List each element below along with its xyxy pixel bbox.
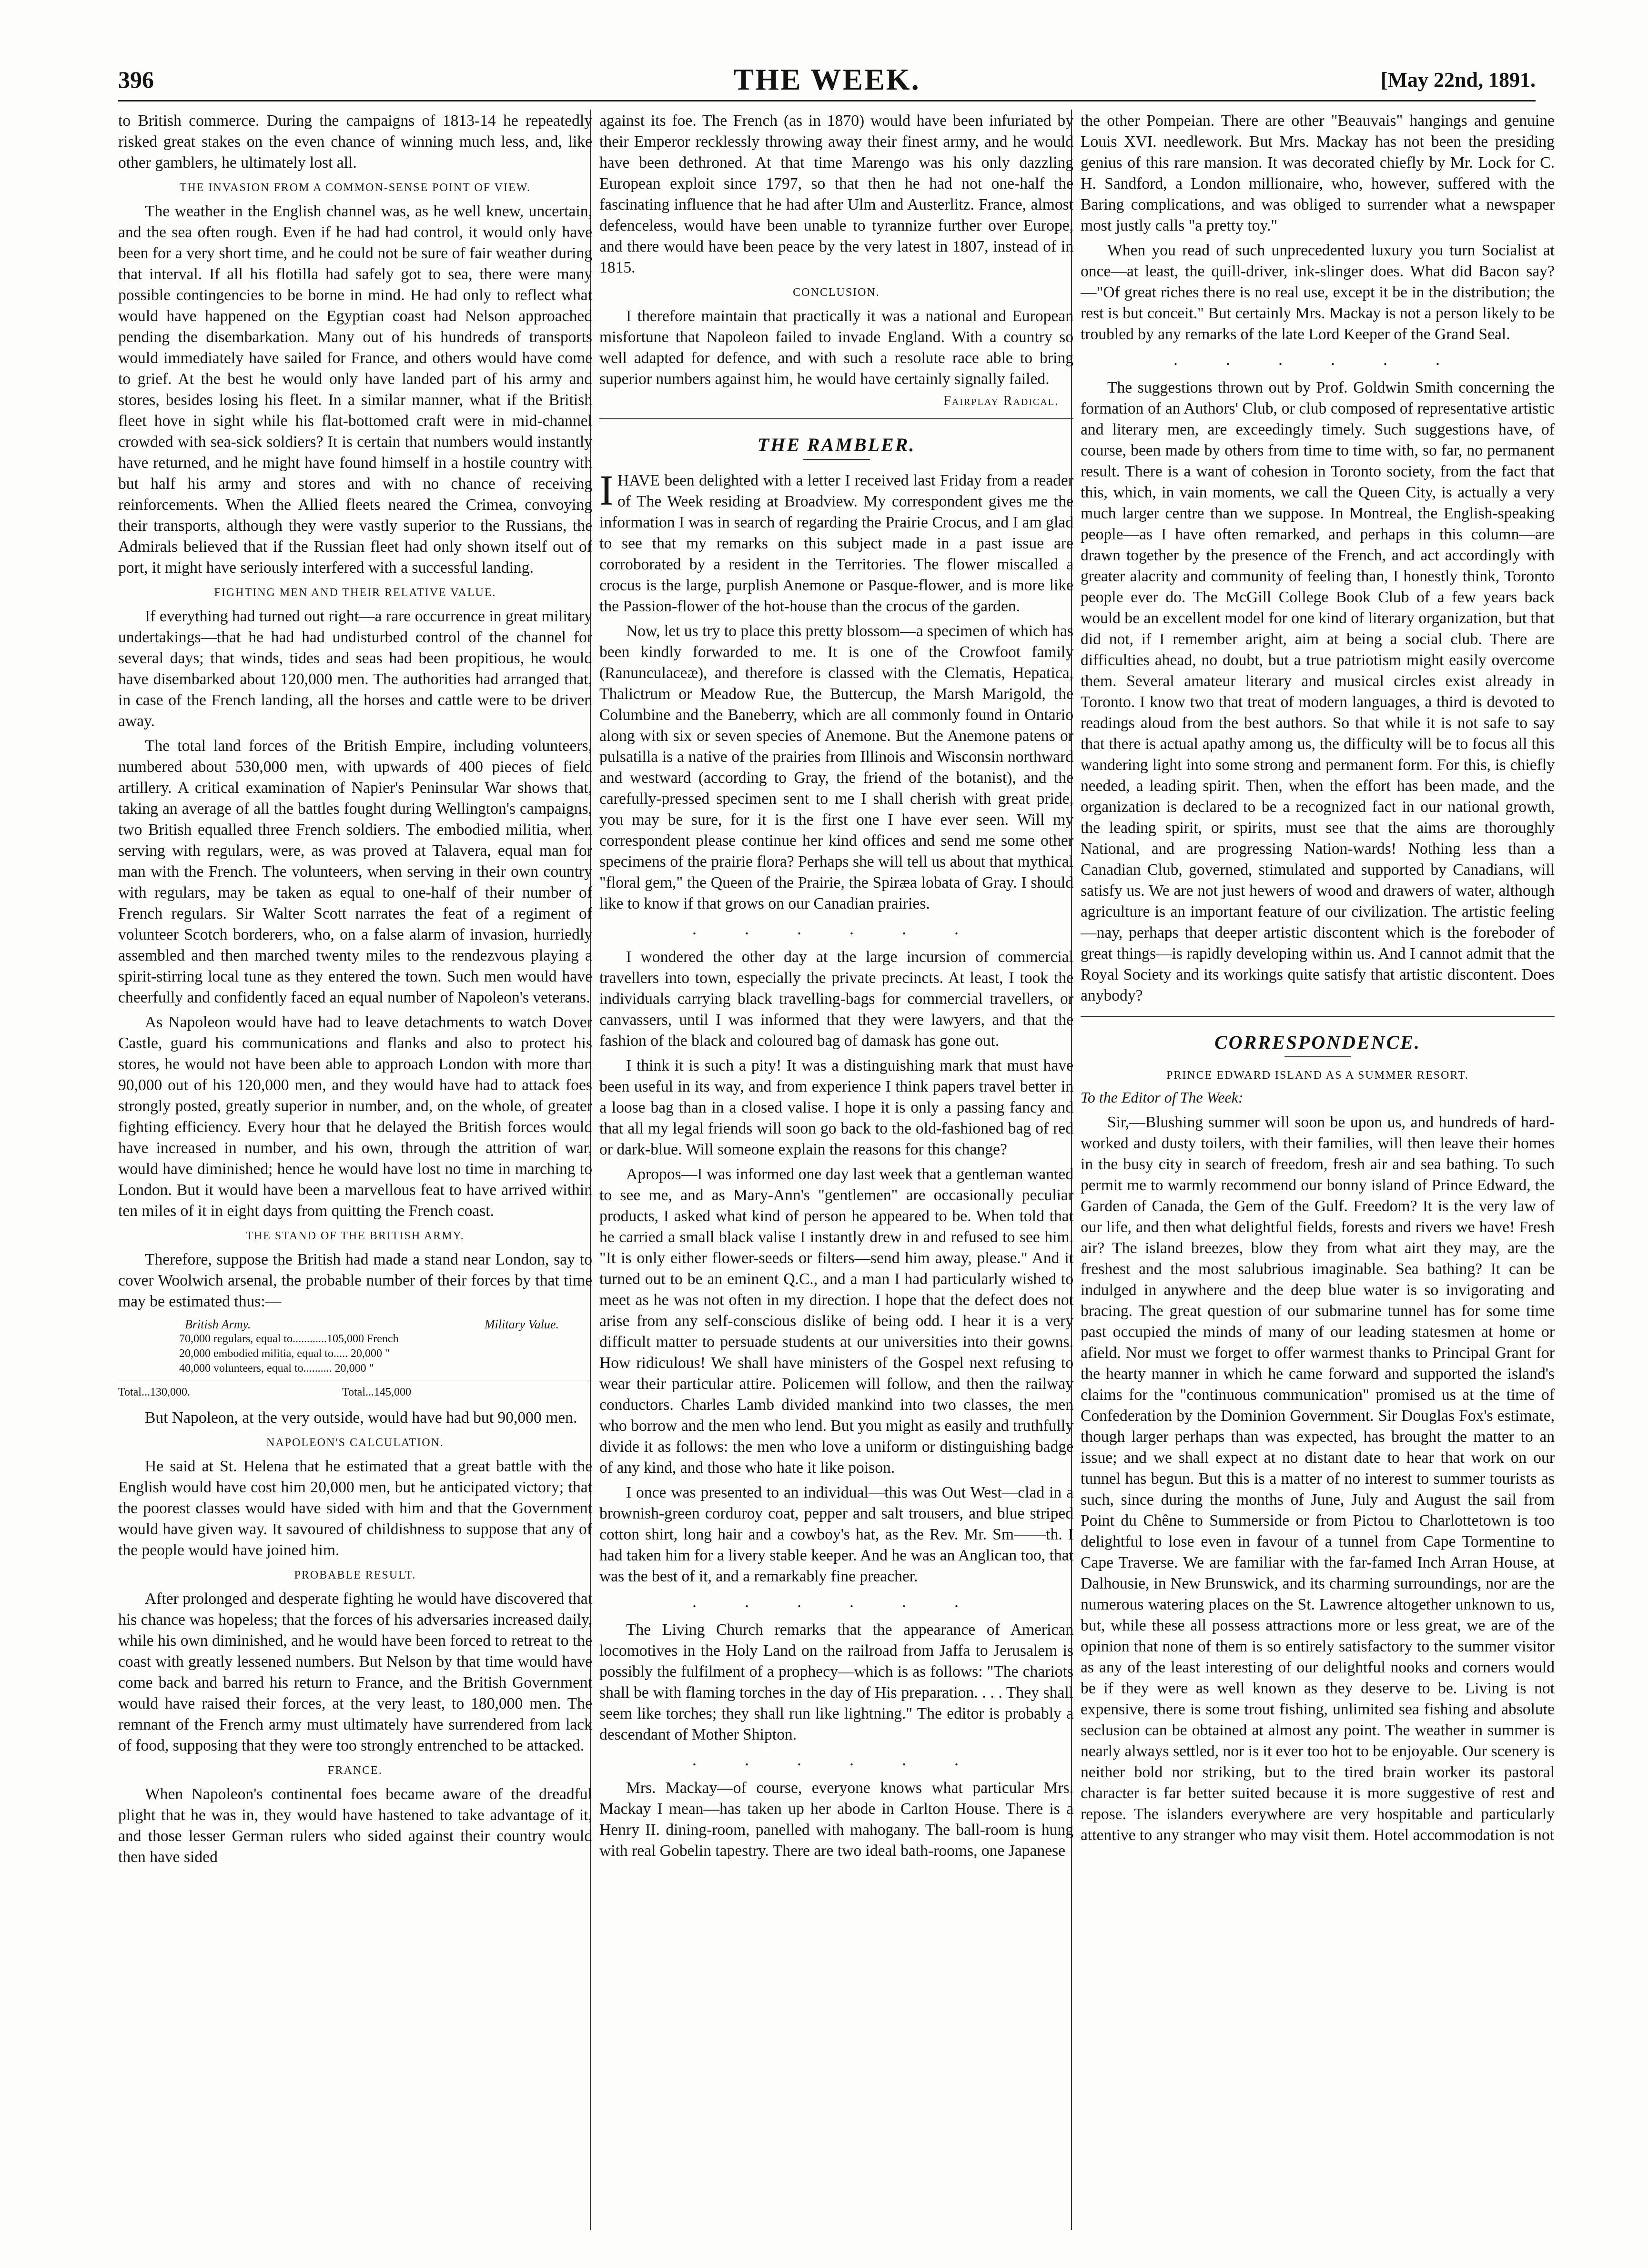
paragraph: If everything had turned out right—a rare occurrence in great military undertakings—that he had had undisturbed control of the channel for several days; that winds, tides and seas had been propitious, he would have disembarked about 120,000 men. The authorities had arranged that, in case of the French landing, all the horses and cattle were to be driven away. <box>118 608 592 730</box>
paragraph: He said at St. Helena that he estimated that a great battle with the English would have cost him 20,000 men, but he anticipated victory; that the poorest classes would have sided with him and that the Government would have given way. It savoured of childishness to suppose that any of the people would have joined him. <box>118 1458 592 1559</box>
column-1 <box>118 111 592 2236</box>
page-number: 396 <box>118 66 154 93</box>
subheading: FIGHTING MEN AND THEIR RELATIVE VALUE. <box>214 587 496 599</box>
column-3 <box>1081 111 1555 2236</box>
paragraph: The weather in the English channel was, as he well knew, uncertain, and the sea often rough. Even if he had had control, it would only have been for a very short time, and he could not be sure of fair weather during that interval. If all his flotilla had safely got to sea, there were many possible contingencies to be borne in mind. He had only to reflect what would have happened on the Egyptian coast had Nelson approached pending the disembarkation. Many out of his hundreds of transports would immediately have sailed for France, and others would have come to grief. At the best he would only have landed part of his army and stores, besides losing his fleet. In a similar manner, what if the British fleet hove in sight while his flat-bottomed craft were in mid-channel crowded with sea-sick soldiers? It is certain that numbers would instantly have returned, and he might have found himself in a hostile country with but half his army and stores and with no chance of receiving reinforcements. When the Allied fleets neared the Crimea, convoying their transports, although they were vastly superior to the Russians, the Admirals believed that if the Russian fleet had only shown itself out of port, it might have seriously interfered with a successful landing. <box>118 202 592 577</box>
editor-salutation: To the Editor of The Week: <box>1081 1089 1244 1106</box>
army-total-left: Total...130,000. <box>118 1386 190 1398</box>
paragraph: Now, let us try to place this pretty blossom—a specimen of which has been kindly forwarded to me. It is one of the Crowfoot family (Ranunculaceæ), and therefore is classed with the Clematis, Hepatica, Thalictrum or Meadow Rue, the Buttercup, the Marsh Marigold, the Columbine and the Baneberry, which are all commonly found in Ontario along with six or seven species of Anemone. But the Anemone patens or pulsatilla is a native of the prairies from Illinois and Wisconsin northward and westward (according to Gray, the friend of the botanist), and the carefully-pressed specimen sent to me I shall cherish with great pride, you may be sure, for it is the first one I have ever seen. Will my correspondent please continue her kind offices and send me some other specimens of the prairie flora? Perhaps she will tell us about that mythical "floral gem," the Queen of the Prairie, the Spiræa lobata of Gray. I should like to know if that grows on our Canadian prairies. <box>599 622 1073 912</box>
issue-date: [May 22nd, 1891. <box>1380 68 1536 91</box>
drop-cap: I <box>599 467 614 514</box>
subheading: PROBABLE RESULT. <box>294 1569 416 1581</box>
section-dots: . . . . . . <box>692 1750 981 1769</box>
subheading: THE STAND OF THE BRITISH ARMY. <box>246 1230 465 1242</box>
paragraph: against its foe. The French (as in 1870) would have been infuriated by their Emperor recklessly throwing away their finest army, and he would have been dethroned. At that time Marengo was his only dazzling European exploit since 1797, so that then he had not one-half the fascinating influence that he had after Ulm and Austerlitz. France, almost defenceless, would have been unable to tyrannize further over Europe, and there would have been peace by the very latest in 1807, instead of in 1815. <box>599 112 1073 276</box>
paragraph: I wondered the other day at the large incursion of commercial travellers into town, especially the private precincts. At least, I took the individuals carrying black travelling-bags for commercial travellers, or canvassers, until I was informed that they were lawyers, and that the fashion of the black and coloured bag of damask has gone out. <box>599 948 1073 1050</box>
paragraph: Apropos—I was informed one day last week that a gentleman wanted to see me, and as Mary-Ann's "gentlemen" are occasionally peculiar products, I asked what kind of person he appeared to be. When told that he carried a small black valise I instantly drew in and refused to see him. "It is only either flower-seeds or filters—send him away, please." And it turned out to be an eminent Q.C., and a man I had particularly wished to meet as he was not often in my direction. I hope that the defect does not arise from any self-conscious dislike of being odd. I hear it is a very difficult matter to persuade students at our universities into their gowns. How ridiculous! We shall have ministers of the Gospel next refusing to wear their particular attire. Policemen will follow, and then the railway conductors. Charles Lamb divided mankind into two classes, the men who borrow and the men who lend. But you might as easily and truthfully divide it as follows: the men who love a uniform or distinguishing badge of any kind, and those who hate it like poison. <box>599 1165 1073 1477</box>
paragraph: The Living Church remarks that the appearance of American locomotives in the Holy Land on the railroad from Jaffa to Jerusalem is possibly the fulfilment of a prophecy—which is as follows: "The chariots shall be with flaming torches in the day of His preparation. . . . They shall seem like torches; they shall run like lightning." The editor is probably a descendant of Mother Shipton. <box>599 1621 1073 1743</box>
paragraph-text: HAVE been delighted with a letter I received last Friday from a reader of The Week residing at Broadview. My correspondent gives me the information I was in search of regarding the Prairie Crocus, and I am glad to see that my remarks on this subject made in a past issue are corroborated by a resident in the Territories. The flower miscalled a crocus is the large, purplish Anemone or Pasque-flower, and is more like the Passion-flower of the hot-house than the crocus of the garden. <box>599 472 1073 615</box>
signature: Fairplay Radical. <box>943 394 1059 408</box>
column-2 <box>599 111 1073 2236</box>
army-header-left: British Army. <box>185 1317 251 1331</box>
paragraph: As Napoleon would have had to leave detachments to watch Dover Castle, guard his communications and flanks and also to protect his stores, he would not have been able to approach London with more than 90,000 out of his 120,000 men, and they would have had to attack foes strongly posted, greatly superior in number, and, on the whole, of greater fighting efficiency. Every hour that he delayed the British forces would have increased in number, and his own, through the attrition of war, would have diminished; hence he would have lost no time in marching to London. But it would have been a marvellous feat to have arrived within ten miles of it in eight days from quitting the French coast. <box>118 1013 592 1220</box>
subheading: NAPOLEON'S CALCULATION. <box>266 1437 444 1449</box>
section-title-rambler: THE RAMBLER. <box>757 434 916 456</box>
title-rule <box>1284 1056 1351 1057</box>
paragraph: I think it is such a pity! It was a distinguishing mark that must have been useful in its way, and from experience I think papers travel better in a loose bag than in a closed valise. I hope it is only a passing fancy and that all my legal friends will soon go back to the old-fashioned bag of red or dark-blue. Will someone explain the reasons for this change? <box>599 1057 1073 1158</box>
subheading: THE INVASION FROM A COMMON-SENSE POINT OF VIEW. <box>179 182 531 194</box>
army-row: 40,000 volunteers, equal to.......... 20,000 " <box>179 1362 374 1375</box>
page-header <box>118 62 1536 95</box>
paragraph: I once was presented to an individual—this was Out West—clad in a brownish-green corduroy coat, pepper and salt trousers, and blue striped cotton shirt, long hair and a cowboy's hat, as the Rev. Mr. Sm——th. I had taken him for a livery stable keeper. And he was an Anglican too, that was the best of it, and a remarkably fine preacher. <box>599 1484 1073 1585</box>
title-rule <box>803 459 870 460</box>
paragraph: But Napoleon, at the very outside, would have had but 90,000 men. <box>145 1409 577 1427</box>
paragraph: When you read of such unprecedented luxury you turn Socialist at once—at least, the quill-driver, ink-slinger does. What did Bacon say?—"Of great riches there is no real use, except it be in the distribution; the rest is but conceit." But certainly Mrs. Mackay is not a person likely to be troubled by any remarks of the late Lord Keeper of the Grand Seal. <box>1081 242 1555 343</box>
army-row: 20,000 embodied militia, equal to..... 20,000 " <box>179 1347 390 1360</box>
paragraph <box>599 467 1073 617</box>
section-dots: . . . . . . <box>692 1592 981 1611</box>
subheading: FRANCE. <box>328 1764 383 1777</box>
section-rule <box>1081 1016 1555 1017</box>
army-row: 70,000 regulars, equal to............105,000 French <box>179 1333 399 1345</box>
section-dots: . . . . . . <box>1173 350 1462 369</box>
paragraph: The suggestions thrown out by Prof. Goldwin Smith concerning the formation of an Authors' Club, or club composed of representative artistic and literary men, are exceedingly timely. Such suggestions have, of course, been made by others from time to time with, so far, no permanent result. There is a want of cohesion in Toronto society, from the fact that this, which, in vain moments, we call the Queen City, is actually a very much larger centre than we suppose. In Montreal, the English-speaking people—as I have often remarked, and perhaps in this column—are drawn together by the presence of the French, and act accordingly with greater alacrity and community of feeling than, I honestly think, Toronto people ever do. The McGill College Book Club of a few years back would be an excellent model for one kind of literary organization, but that did not, if I remember aright, aim at being a social club. There are difficulties ahead, no doubt, but a true patriotism might easily overcome them. Several amateur literary and musical circles exist already in Toronto. I know two that treat of modern languages, a third is devoted to readings aloud from the best authors. So that while it is not safe to say that there is actual apathy among us, the difficulty will be to focus all this wandering light into some strong and permanent form. For this, is chiefly needed, a leading spirit. Then, when the effort has been made, and the organization is declared to be a recognized fact in our national growth, the leading spirit, or spirits, must see that the aims are thoroughly National, and are progressing Nation-wards! Nothing less than a Canadian Club, governed, stimulated and supported by Canadians, will satisfy us. We are not just hewers of wood and drawers of water, although agriculture is an important feature of our civilization. The artistic feeling—nay, perhaps that deeper artistic discontent which is the foreboder of great things—is rapidly developing within us. And I cannot admit that the Royal Society and its workings quite satisfy that artistic discontent. Does anybody? <box>1081 379 1555 1004</box>
paragraph: Mrs. Mackay—of course, everyone knows what particular Mrs. Mackay I mean—has taken up her abode in Carlton House. There is a Henry II. dining-room, panelled with mahogany. The ball-room is hung with real Gobelin tapestry. There are two ideal bath-rooms, one Japanese <box>599 1779 1073 1860</box>
paragraph: After prolonged and desperate fighting he would have discovered that his chance was hopeless; that the forces of his adversaries increased daily, while his own diminished, and he would have been forced to retreat to the coast with greatly lessened numbers. But Nelson by that time would have come back and barred his return to France, and the British Government would have raised their forces, at the very least, to 180,000 men. The remnant of the French army must ultimately have surrendered from lack of food, supposing that they were too strongly entrenched to be attacked. <box>118 1590 592 1754</box>
paragraph: to British commerce. During the campaigns of 1813-14 he repeatedly risked great stakes on the even chance of winning much less, and, like other gamblers, he ultimately lost all. <box>118 112 592 172</box>
section-rule <box>599 418 1073 419</box>
paragraph: Sir,—Blushing summer will soon be upon us, and hundreds of hard-worked and dusty toilers, with their families, will then leave their homes in the busy city in search of freedom, fresh air and sea bathing. To such permit me to warmly recommend our bonny island of Prince Edward, the Garden of Canada, the Gem of the Gulf. Freedom? It is the very law of our life, and then what delightful fields, forests and rivers we have! Fresh air? The island breezes, blow they from what airt they may, are the freshest and the most salubrious imaginable. Sea bathing? It can be indulged in anywhere and the deep blue water is so invigorating and bracing. The great question of our submarine tunnel has for some time past occupied the minds of many of our leading statesmen at home or afield. Nor must we forget to offer warmest thanks to Principal Grant for the hearty manner in which he came forward and supported the island's claims for the "continuous communication" promised us at the time of Confederation by the Dominion Government. Sir Douglas Fox's estimate, though larger perhaps than was expected, has brought the matter to an issue; and we shall expect at no distant date to hear that work on our tunnel has begun. But this is a matter of no interest to summer tourists as such, since during the months of June, July and August the sail from Point du Chêne to Summerside or from Pictou to Charlottetown is too delightful to lose even in favour of a tunnel from Cape Tormentine to Cape Traverse. We are familiar with the far-famed Inch Arran House, at Dalhousie, in New Brunswick, and its charming surroundings, nor are the numerous watering places on the St. Lawrence altogether unknown to us, but, while these all possess attractions more or less great, we are of the opinion that none of them is so entirely satisfactory to the summer visitor as any of the least interesting of our delightful nooks and corners would be if they were as well known as they deserve to be. Living is not expensive, there is some trout fishing, unlimited sea fishing and absolute seclusion can be obtained at almost any point. The weather in summer is nearly always settled, nor is it ever too hot to be enjoyable. Our scenery is neither bold nor striking, but to the tired brain worker its pastoral character is far better suited because it is more suggestive of rest and repose. The islanders everywhere are very hospitable and particularly attentive to any stranger who may visit them. Hotel accommodation is not <box>1081 1114 1555 1844</box>
army-table <box>118 1317 592 1400</box>
newspaper-title: THE WEEK. <box>733 62 920 96</box>
paragraph: I therefore maintain that practically it was a national and European misfortune that Napoleon failed to invade England. With a country so well adapted for defence, and with such a resolute race able to bring superior numbers against him, he would have certainly signally failed. <box>599 307 1073 388</box>
paragraph: The total land forces of the British Empire, including volunteers, numbered about 530,000 men, with upwards of 400 pieces of field artillery. A critical examination of Napier's Peninsular War shows that, taking an average of all the battles fought during Wellington's campaigns, two British equalled three French soldiers. The embodied militia, when serving with regulars, were, as was proved at Talavera, equal man for man with the French. The volunteers, when serving in their own country with regulars, may be taken as equal to one-half of their number of French regulars. Sir Walter Scott narrates the feat of a regiment of volunteer Scotch borderers, who, on a false alarm of invasion, hurriedly assembled and then marched twenty miles to the rendezvous playing a spirit-stirring local tune as they entered the town. Such men would have cheerfully and confidently faced an equal number of Napoleon's veterans. <box>118 737 592 1006</box>
subheading: PRINCE EDWARD ISLAND AS A SUMMER RESORT. <box>1166 1069 1469 1082</box>
paragraph: When Napoleon's continental foes became aware of the dreadful plight that he was in, they would have hastened to take advantage of it, and those lesser German rulers who sided against their country would then have sided <box>118 1785 592 1866</box>
army-header-right: Military Value. <box>485 1317 559 1331</box>
paragraph: Therefore, suppose the British had made a stand near London, say to cover Woolwich arsenal, the probable number of their forces by that time may be estimated thus:— <box>118 1251 592 1310</box>
army-total-right: Total...145,000 <box>342 1386 411 1398</box>
paragraph: the other Pompeian. There are other "Beauvais" hangings and genuine Louis XVI. needlework. But Mrs. Mackay has not been the presiding genius of this rare mansion. It was decorated chiefly by Mr. Lock for C. H. Sandford, a London millionaire, who, however, suffered with the Baring complications, and was obliged to surrender what a newspaper most justly calls "a pretty toy." <box>1081 112 1555 234</box>
section-title-correspondence: CORRESPONDENCE. <box>1214 1032 1421 1053</box>
section-dots: . . . . . . <box>692 919 981 938</box>
header-rule <box>118 100 1536 101</box>
subheading: CONCLUSION. <box>793 286 880 299</box>
